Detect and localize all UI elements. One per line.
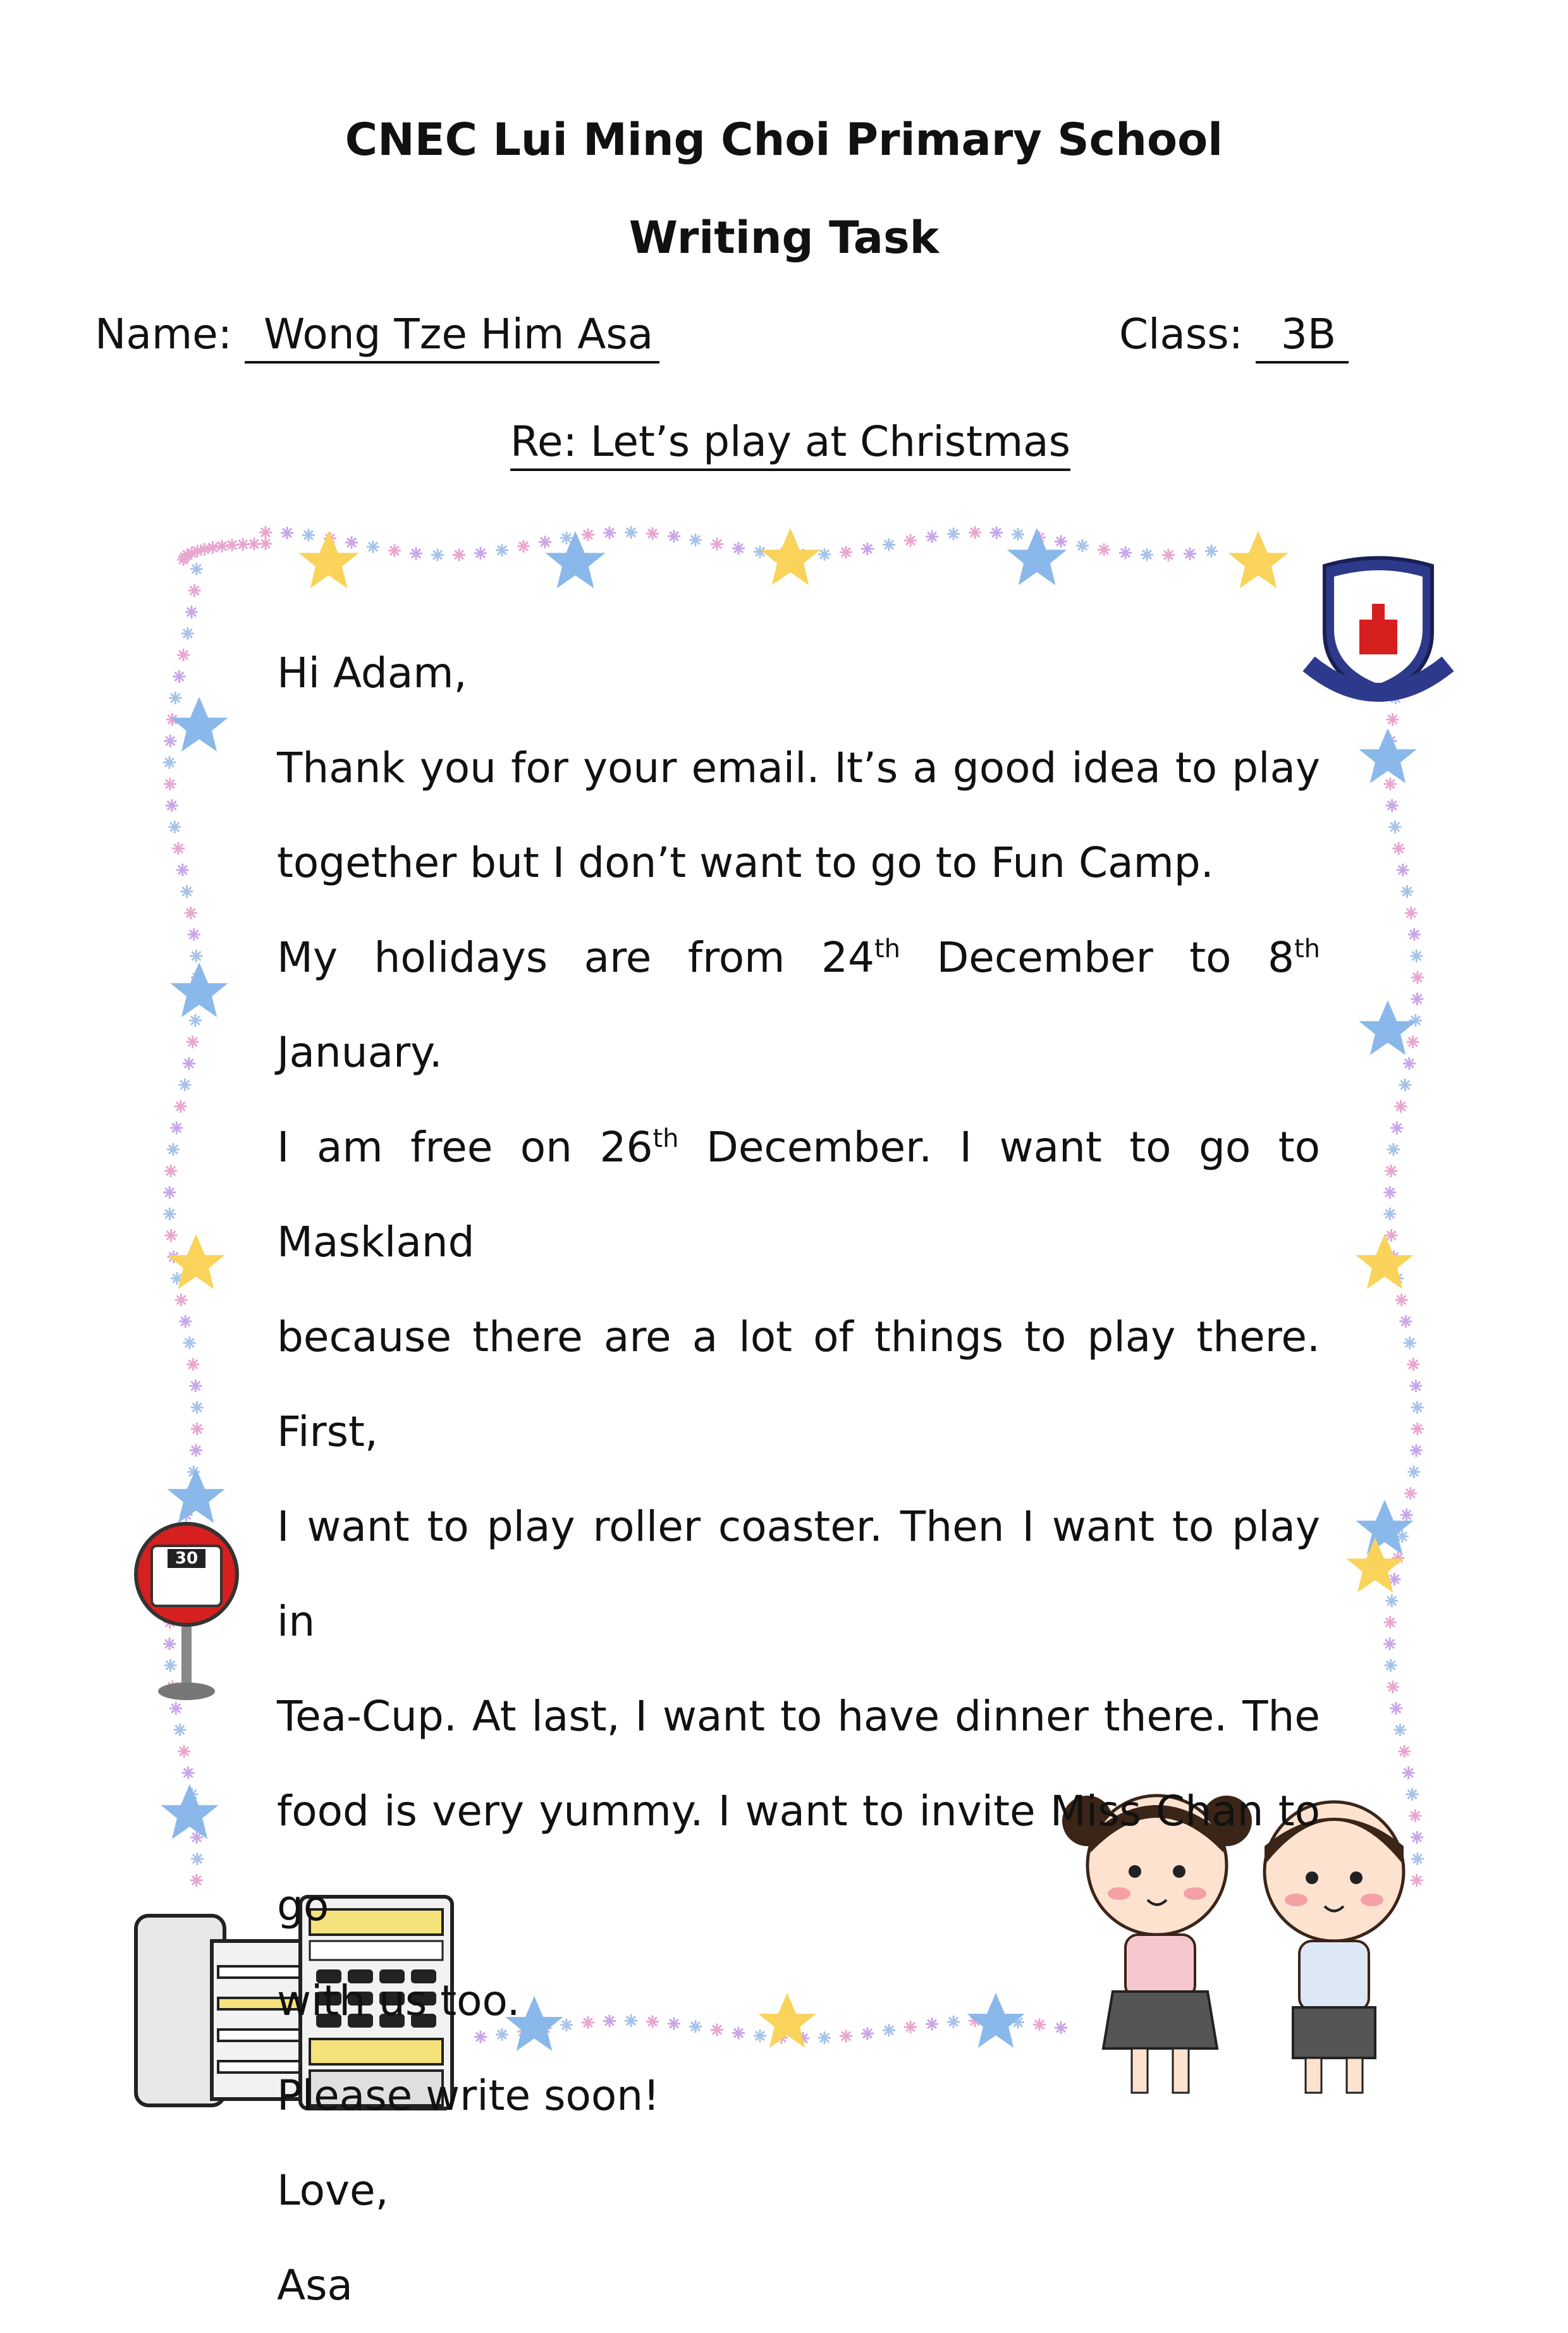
class-value: 3B bbox=[1256, 310, 1349, 364]
task-title: Writing Task bbox=[628, 212, 940, 264]
name-label: Name: bbox=[95, 310, 232, 358]
letter-line: Thank you for your email. It’s a good idea to play bbox=[277, 744, 1320, 792]
greeting: Hi Adam, bbox=[277, 649, 467, 697]
letter-line: with us too. bbox=[277, 1976, 520, 2025]
letter-line: food is very yummy. I want to invite Miss Chan to go bbox=[277, 1787, 1320, 1930]
school-name: CNEC Lui Ming Choi Primary School bbox=[345, 114, 1223, 166]
letter-body bbox=[277, 626, 1320, 2333]
school-logo-icon bbox=[1309, 558, 1448, 696]
subject-text: Re: Let’s play at Christmas bbox=[510, 417, 1070, 471]
signature: Asa bbox=[277, 2261, 353, 2310]
holiday-line: My holidays are from 24th December to 8th January. bbox=[277, 933, 1320, 1077]
name-value: Wong Tze Him Asa bbox=[245, 310, 659, 364]
name-field bbox=[95, 310, 659, 364]
closing-line: Please write soon! bbox=[277, 2071, 660, 2120]
svg-text:30: 30 bbox=[175, 1549, 199, 1568]
letter-line: because there are a lot of things to play there. First, bbox=[277, 1313, 1320, 1456]
letter-line: I want to play roller coaster. Then I want to play in bbox=[277, 1502, 1320, 1646]
subject-line bbox=[0, 417, 1568, 466]
sign-off: Love, bbox=[277, 2166, 389, 2215]
class-field bbox=[1119, 310, 1349, 364]
bus-stop-icon bbox=[136, 1524, 237, 1700]
letter-line: Tea-Cup. At last, I want to have dinner there. The bbox=[277, 1692, 1320, 1741]
letter-line: together but I don’t want to go to Fun Camp. bbox=[277, 838, 1214, 887]
free-line: I am free on 26th December. I want to go to Maskland bbox=[277, 1123, 1320, 1266]
class-label: Class: bbox=[1119, 310, 1243, 358]
